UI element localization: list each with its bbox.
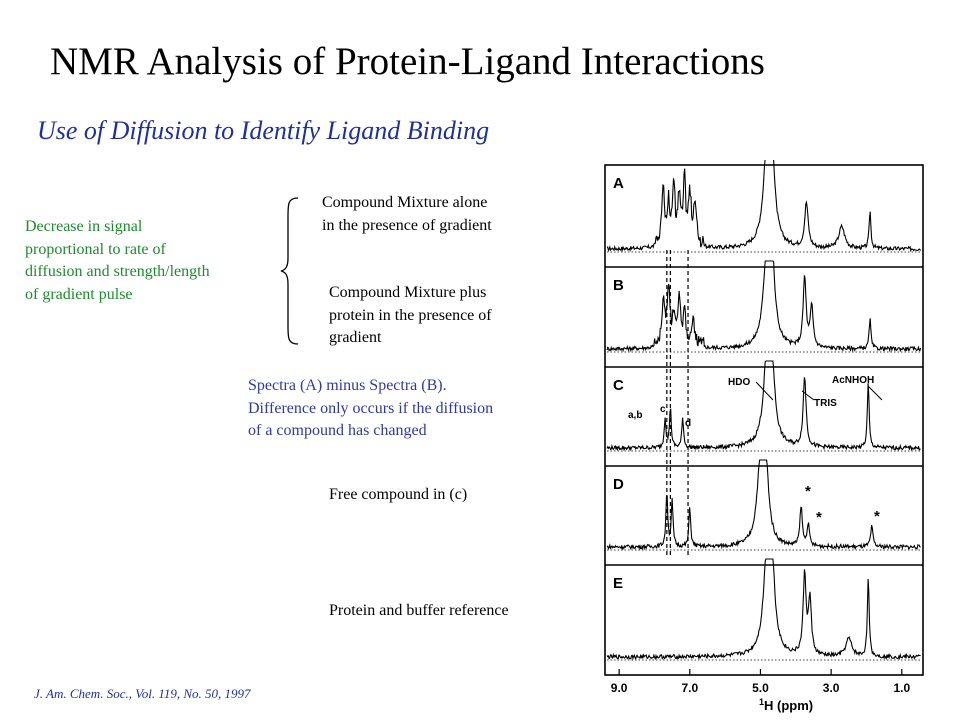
mixture-protein-note: Compound Mixture plus protein in the presence of gradient (329, 284, 492, 346)
peak-ab-label: a,b (628, 410, 643, 421)
slide-subtitle: Use of Diffusion to Identify Ligand Binding (37, 116, 490, 145)
panel-label-a: A (613, 175, 624, 192)
panel-label-e: E (613, 575, 624, 592)
spectrum-panel-a (607, 160, 921, 252)
mixture-alone-note: Compound Mixture alone in the presence of gradient (322, 194, 492, 234)
free-compound-note: Free compound in (c) (329, 486, 468, 503)
x-tick-label: 9.0 (610, 681, 628, 695)
x-tick-label: 5.0 (752, 681, 769, 695)
peak-d-label: d (685, 418, 692, 429)
spectrum-panel-b (605, 261, 923, 352)
x-tick-label: 7.0 (681, 681, 699, 695)
spectrum-panel-c (605, 361, 923, 451)
peak-c-label: c (660, 404, 666, 415)
x-tick-label: 1.0 (893, 681, 911, 695)
panel-label-b: B (613, 277, 624, 294)
difference-note: Spectra (A) minus Spectra (B). Difference only occurs if the diffusion of a compound has changed (248, 377, 494, 439)
slide-title: NMR Analysis of Protein-Ligand Interactions (50, 40, 765, 83)
spectrum-panel-e (605, 559, 923, 660)
hdo-pointer (756, 382, 773, 400)
spectrum-trace-d (607, 460, 921, 549)
figure-frame (605, 165, 923, 675)
protein-reference-note: Protein and buffer reference (329, 602, 509, 619)
grouping-brace (278, 196, 302, 346)
spectrum-panel-d (605, 460, 923, 550)
tris-label: TRIS (814, 398, 837, 409)
spectrum-trace-b (607, 261, 921, 351)
signal-decrease-note: Decrease in signal proportional to rate of diffusion and strength/length of gradient pulse (25, 218, 210, 303)
star-marker-1: * (805, 483, 811, 500)
acnhoh-pointer (868, 386, 882, 400)
x-axis-title: $^1$H (ppm) (759, 697, 814, 713)
star-marker-2: * (816, 509, 822, 526)
x-tick-label: 3.0 (822, 681, 840, 695)
spectrum-trace-e (607, 559, 921, 659)
nmr-spectra-figure (588, 160, 938, 720)
citation: J. Am. Chem. Soc., Vol. 119, No. 50, 1997 (34, 686, 251, 701)
star-marker-3: * (874, 508, 880, 525)
panel-label-c: C (613, 377, 624, 394)
hdo-label: HDO (728, 377, 751, 388)
panel-label-d: D (613, 476, 624, 493)
spectrum-trace-a (607, 160, 921, 251)
acnhoh-label: AcNHOH (832, 375, 875, 386)
